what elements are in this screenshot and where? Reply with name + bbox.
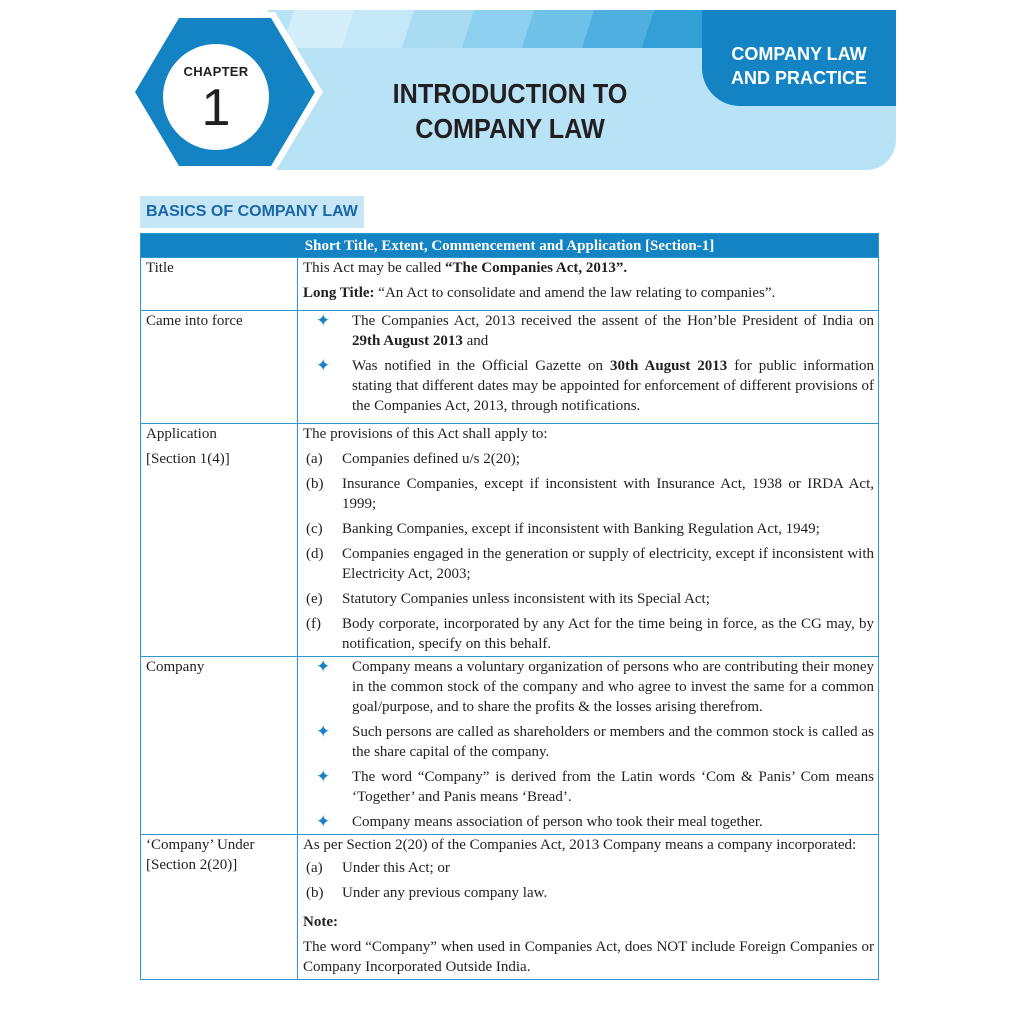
book-title-tag — [702, 10, 896, 106]
list-item — [303, 449, 874, 469]
book-title-line1: COMPANY LAW — [731, 44, 867, 64]
list-marker: (e) — [306, 591, 323, 607]
list-item — [303, 767, 874, 807]
list-item — [303, 812, 874, 832]
row-content — [298, 311, 879, 424]
row-label-text: Came into force — [146, 313, 243, 329]
list-item-text: Company means association of person who took their meal together. — [352, 814, 763, 830]
chapter-title-line2: COMPANY LAW — [415, 113, 605, 144]
list-item-text: Such persons are called as shareholders or members and the common stock is called as the share capital of the company. — [352, 724, 874, 760]
list-item-text: Banking Companies, except if inconsistent with Banking Regulation Act, 1949; — [342, 521, 820, 537]
row-label-text: Title — [146, 260, 174, 276]
text-run: for public information stating that different dates may be appointed for enforcement of different provisions of the Companies Act, 2013, through notifications. — [352, 358, 875, 414]
chapter-label: CHAPTER — [183, 64, 249, 79]
table-header-row — [141, 234, 879, 258]
text-run: and — [462, 333, 489, 349]
list-item — [303, 614, 874, 654]
text-run: This Act may be called — [303, 260, 446, 276]
long-title-line — [303, 283, 874, 303]
list-item-text — [352, 311, 874, 351]
list-item — [303, 858, 874, 878]
list-intro: The provisions of this Act shall apply to: — [303, 426, 548, 442]
chapter-title — [348, 76, 672, 146]
list-item — [303, 722, 874, 762]
row-label-text: Company — [146, 659, 205, 675]
list-item-text: Companies engaged in the generation or supply of electricity, except if inconsistent with Electricity Act, 2003; — [342, 546, 874, 582]
row-label-text: ‘Company’ Under — [146, 837, 255, 853]
row-label-section: [Section 2(20)] — [146, 857, 238, 873]
list-item — [303, 311, 874, 351]
list-marker: (b) — [306, 885, 324, 901]
list-item — [303, 356, 874, 416]
list-marker: (b) — [306, 476, 324, 492]
long-title-label: Long Title: — [303, 285, 375, 301]
star-bullet-icon: ✦ — [316, 356, 331, 375]
list-marker: (a) — [306, 451, 323, 467]
short-title-line — [303, 258, 874, 278]
row-content — [298, 657, 879, 835]
list-item-text — [352, 356, 874, 416]
table-row — [141, 258, 879, 311]
row-label — [141, 835, 298, 980]
text-run: “An Act to consolidate and amend the law relating to companies”. — [374, 285, 776, 301]
table-heading: Short Title, Extent, Commencement and Application [Section-1] — [141, 234, 879, 258]
list-item-text: Under any previous company law. — [342, 885, 548, 901]
list-marker: (c) — [306, 521, 323, 537]
note-label — [303, 912, 874, 932]
list-item-text: Companies defined u/s 2(20); — [342, 451, 520, 467]
row-content — [298, 258, 879, 311]
act-name: “The Companies Act, 2013”. — [445, 260, 628, 276]
list-item-text: Company means a voluntary organization of persons who are contributing their money in the common stock of the company and who agree to invest the same for a common goal/purpose, and to share the profits & the losses arising therefrom. — [352, 659, 874, 715]
chapter-number: 1 — [201, 79, 231, 137]
chapter-title-line1: INTRODUCTION TO — [392, 78, 628, 109]
star-bullet-icon: ✦ — [316, 722, 331, 741]
table-row — [141, 424, 879, 657]
list-marker: (a) — [306, 860, 323, 876]
row-content — [298, 835, 879, 980]
notification-date: 30th August 2013 — [610, 358, 728, 374]
table-row — [141, 835, 879, 980]
row-label — [141, 311, 298, 424]
table-row — [141, 311, 879, 424]
list-item — [303, 544, 874, 584]
star-bullet-icon: ✦ — [316, 812, 331, 831]
row-label — [141, 424, 298, 657]
list-marker: (d) — [306, 546, 324, 562]
star-bullet-icon: ✦ — [316, 311, 331, 330]
row-label — [141, 657, 298, 835]
text-run: The Companies Act, 2013 received the assent of the Hon’ble President of India on — [352, 313, 874, 329]
star-bullet-icon: ✦ — [316, 767, 331, 786]
section-heading: BASICS OF COMPANY LAW — [140, 196, 364, 228]
list-item — [303, 589, 874, 609]
note-heading: Note: — [303, 914, 338, 930]
basics-table — [140, 233, 879, 980]
assent-date: 29th August 2013 — [352, 333, 463, 349]
table-row — [141, 657, 879, 835]
note-text: The word “Company” when used in Companies Act, does NOT include Foreign Companies or Company Incorporated Outside India. — [303, 939, 874, 975]
list-item — [303, 883, 874, 903]
star-bullet-icon: ✦ — [316, 657, 331, 676]
list-item-text: Under this Act; or — [342, 860, 450, 876]
text-run: Was notified in the Official Gazette on — [352, 358, 611, 374]
row-label-text: Application — [146, 426, 217, 442]
list-marker: (f) — [306, 616, 321, 632]
list-intro: As per Section 2(20) of the Companies Act, 2013 Company means a company incorporated: — [303, 837, 857, 853]
book-title-line2: AND PRACTICE — [730, 68, 867, 88]
list-item-text: Statutory Companies unless inconsistent with its Special Act; — [342, 591, 710, 607]
list-item — [303, 657, 874, 717]
list-item-text: Body corporate, incorporated by any Act for the time being in force, as the CG may, by notification, specify on this behalf. — [342, 616, 874, 652]
list-item — [303, 474, 874, 514]
row-label — [141, 258, 298, 311]
row-content — [298, 424, 879, 657]
row-label-section: [Section 1(4)] — [146, 451, 230, 467]
list-item-text: Insurance Companies, except if inconsistent with Insurance Act, 1938 or IRDA Act, 1999; — [342, 476, 874, 512]
list-item-text: The word “Company” is derived from the Latin words ‘Com & Panis’ Com means ‘Together’ and Panis means ‘Bread’. — [352, 769, 874, 805]
list-item — [303, 519, 874, 539]
